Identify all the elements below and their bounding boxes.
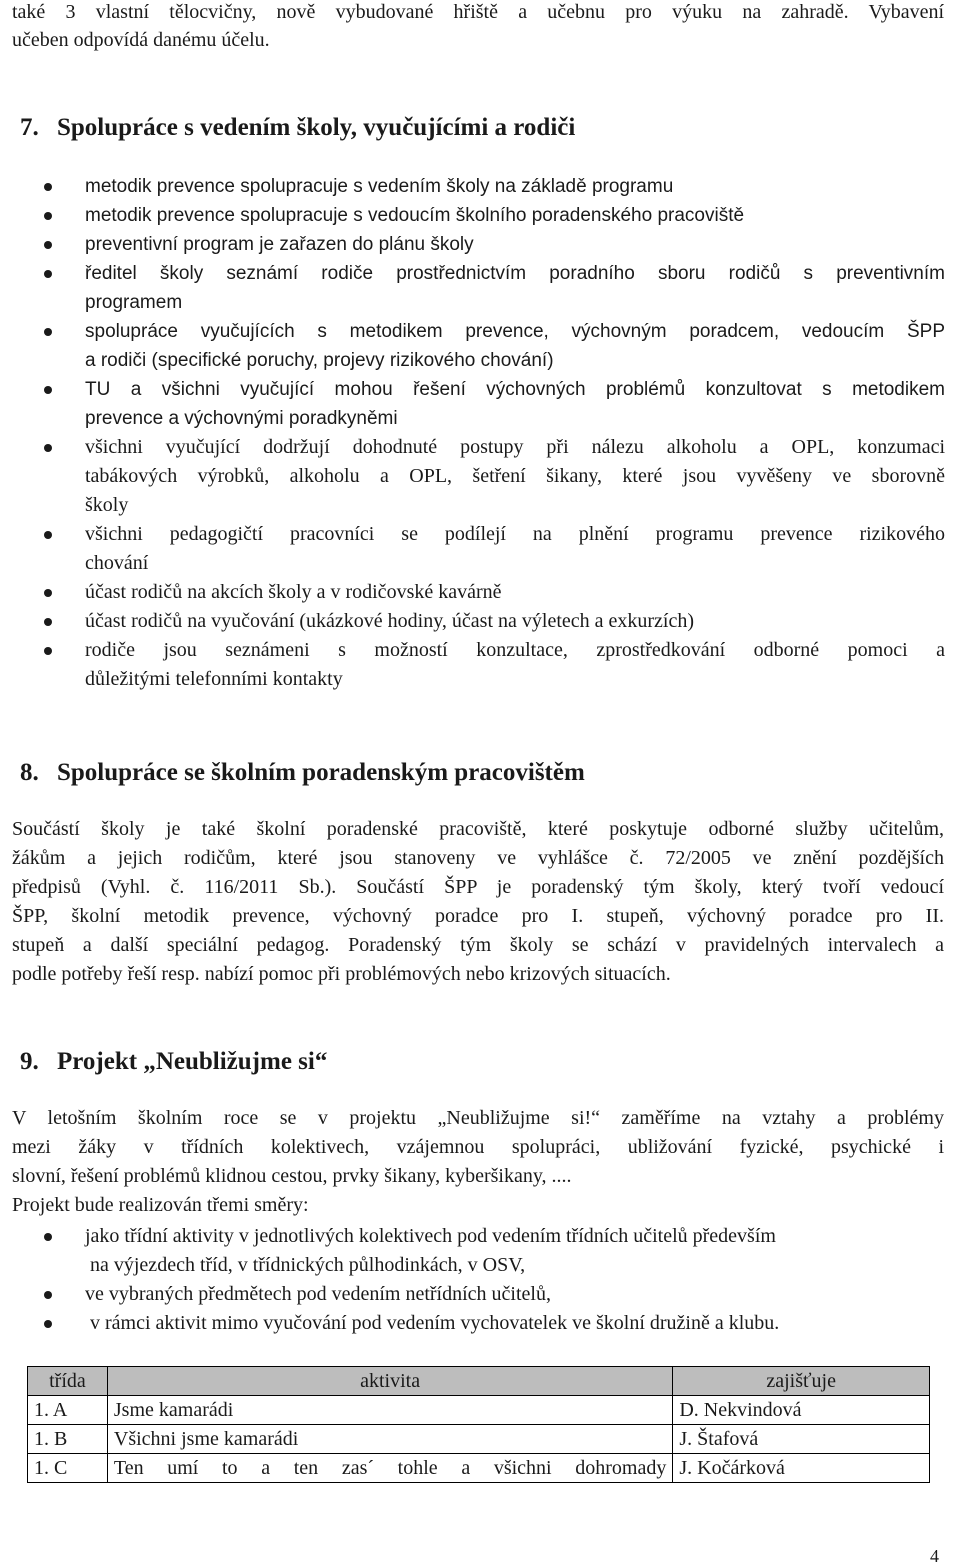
paragraph-line: stupeň a další speciální pedagog. Poradenský tým školy se schází v pravidelných intervalech a [12, 934, 944, 956]
section-7-number: 7. [20, 114, 39, 141]
section-9-number: 9. [20, 1048, 39, 1075]
header-activity: aktivita [107, 1367, 672, 1396]
intro-line-1: také 3 vlastní tělocvičny, nově vybudované hřiště a učebnu pro výuku na zahradě. Vybavení [12, 1, 944, 23]
list-item-text: chování [85, 552, 149, 574]
list-item-text: školy [85, 494, 129, 516]
bullet-icon [44, 647, 52, 655]
list-item-text: spolupráce vyučujících s metodikem prevence, výchovným poradcem, vedoucím ŠPP [85, 321, 945, 342]
bullet-icon [44, 531, 52, 539]
bullet-icon [44, 1233, 52, 1241]
cell-activity: Jsme kamarádi [107, 1396, 672, 1425]
paragraph-line: žákům a jejich rodičům, které jsou stanoveny ve vyhlášce č. 72/2005 ve znění pozdějších [12, 847, 944, 869]
header-responsible: zajišťuje [673, 1367, 930, 1396]
header-class: třída [28, 1367, 108, 1396]
section-9-title: Projekt „Neubližujme si“ [57, 1048, 328, 1075]
bullet-icon [44, 1291, 52, 1299]
paragraph-line: podle potřeby řeší resp. nabízí pomoc při problémových nebo krizových situacích. [12, 963, 671, 985]
bullet-icon [44, 328, 52, 336]
table-row [28, 1454, 930, 1483]
list-item-text: všichni pedagogičtí pracovníci se podílejí na plnění programu prevence rizikového [85, 523, 945, 545]
paragraph-line: předpisů (Vyhl. č. 116/2011 Sb.). Součástí ŠPP je poradenský tým školy, který tvoří vedoucí [12, 876, 944, 898]
bullet-icon [44, 212, 52, 220]
list-item-text: a rodiči (specifické poruchy, projevy rizikového chování) [85, 350, 554, 371]
list-item-text: jako třídní aktivity v jednotlivých kolektivech pod vedením třídních učitelů především [85, 1225, 776, 1247]
bullet-icon [44, 386, 52, 394]
paragraph-line: Projekt bude realizován třemi směry: [12, 1194, 309, 1216]
cell-class: 1. A [28, 1396, 108, 1425]
list-item-text: účast rodičů na vyučování (ukázkové hodiny, účast na výletech a exkurzích) [85, 610, 695, 632]
paragraph-line: V letošním školním roce se v projektu „Neubližujme si!“ zaměříme na vztahy a problémy [12, 1107, 944, 1129]
list-item-text: prevence a výchovnými poradkyněmi [85, 408, 398, 429]
list-item-text: tabákových výrobků, alkoholu a OPL, šetření šikany, které jsou vyvěšeny ve sborovně [85, 465, 945, 487]
cell-responsible: J. Kočárková [673, 1454, 930, 1483]
table-header-row [28, 1367, 930, 1396]
list-item-text: preventivní program je zařazen do plánu školy [85, 234, 474, 255]
intro-line-2: učeben odpovídá danému účelu. [12, 29, 270, 51]
list-item-text: metodik prevence spolupracuje s vedoucím školního poradenského pracoviště [85, 205, 745, 226]
list-item-text: rodiče jsou seznámeni s možností konzultace, zprostředkování odborné pomoci a [85, 639, 945, 661]
project-table [27, 1366, 930, 1483]
bullet-icon [44, 241, 52, 249]
list-item-text: programem [85, 292, 183, 313]
table-row [28, 1396, 930, 1425]
paragraph-line: slovní, řešení problémů klidnou cestou, prvky šikany, kyberšikany, .... [12, 1165, 572, 1187]
bullet-icon [44, 589, 52, 597]
bullet-icon [44, 1320, 52, 1328]
list-item-text: metodik prevence spolupracuje s vedením školy na základě programu [85, 176, 674, 197]
list-item-text: TU a všichni vyučující mohou řešení výchovných problémů konzultovat s metodikem [85, 379, 945, 400]
list-item-text: v rámci aktivit mimo vyučování pod vedením vychovatelek ve školní družině a klubu. [85, 1312, 780, 1334]
cell-responsible: D. Nekvindová [673, 1396, 930, 1425]
list-item-text: na výjezdech tříd, v třídnických půlhodinkách, v OSV, [85, 1254, 526, 1276]
list-item-text: všichni vyučující dodržují dohodnuté postupy při nálezu alkoholu a OPL, konzumaci [85, 436, 945, 458]
cell-responsible: J. Štafová [673, 1425, 930, 1454]
cell-class: 1. B [28, 1425, 108, 1454]
bullet-icon [44, 270, 52, 278]
paragraph-line: mezi žáky v třídních kolektivech, vzájemnou spolupráci, ubližování fyzické, psychické i [12, 1136, 944, 1158]
bullet-icon [44, 183, 52, 191]
page-number: 4 [930, 1546, 939, 1566]
section-7-title: Spolupráce s vedením školy, vyučujícími a rodiči [57, 114, 576, 141]
list-item-text: důležitými telefonními kontakty [85, 668, 343, 690]
paragraph-line: ŠPP, školní metodik prevence, výchovný poradce pro I. stupeň, výchovný poradce pro II. [12, 905, 944, 927]
bullet-icon [44, 618, 52, 626]
cell-class: 1. C [28, 1454, 108, 1483]
table-row [28, 1425, 930, 1454]
list-item-text: ředitel školy seznámí rodiče prostřednictvím poradního sboru rodičů s preventivním [85, 263, 945, 284]
paragraph-line: Součástí školy je také školní poradenské pracoviště, které poskytuje odborné služby učitelům, [12, 818, 944, 840]
section-8-title: Spolupráce se školním poradenským pracovištěm [57, 759, 585, 786]
list-item-text: účast rodičů na akcích školy a v rodičovské kavárně [85, 581, 502, 603]
cell-activity: Ten umí to a ten zas´ tohle a všichni dohromady [107, 1454, 672, 1483]
section-8-number: 8. [20, 759, 39, 786]
cell-activity: Všichni jsme kamarádi [107, 1425, 672, 1454]
bullet-icon [44, 444, 52, 452]
list-item-text: ve vybraných předmětech pod vedením netřídních učitelů, [85, 1283, 551, 1305]
